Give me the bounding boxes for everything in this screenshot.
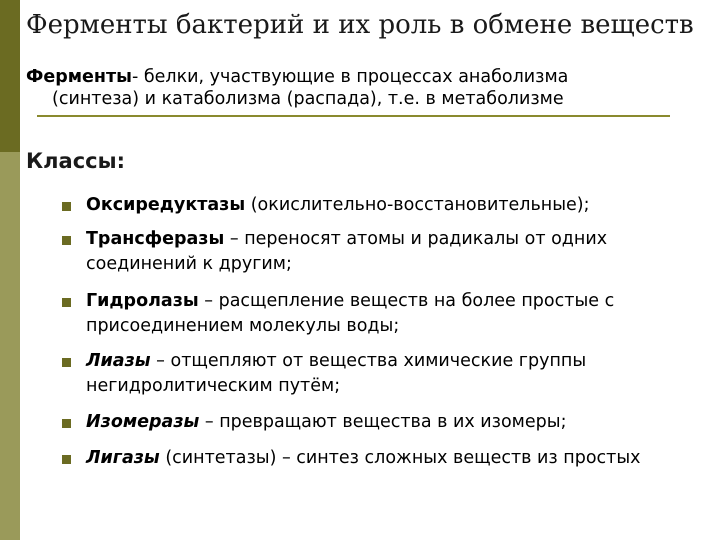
list-item-term: Оксиредуктазы	[86, 195, 246, 215]
square-bullet-icon	[62, 298, 71, 307]
list-item-term: Лигазы	[86, 448, 160, 468]
list-item-text: – расщепление веществ на более простые с	[198, 291, 615, 311]
list-item-line-1	[62, 446, 720, 471]
list-item-term: Гидролазы	[86, 291, 199, 311]
list-item-oxidoreductases	[62, 193, 720, 218]
classes-heading: Классы:	[26, 149, 126, 173]
list-item-text: (окислительно-восстановительные);	[245, 195, 590, 215]
list-item-text: – превращают вещества в их изомеры;	[199, 412, 567, 432]
list-item-line-1	[62, 289, 720, 314]
definition-paragraph	[26, 66, 716, 110]
list-item-isomerases	[62, 410, 720, 435]
square-bullet-icon	[62, 202, 71, 211]
list-item-line-2: присоединением молекулы воды;	[86, 316, 400, 336]
list-item-lyases	[62, 349, 720, 399]
list-item-text: – переносят атомы и радикалы от одних	[224, 229, 608, 249]
list-item-line-1	[62, 227, 720, 252]
list-item-text: (синтетазы) – синтез сложных веществ из простых	[159, 448, 641, 468]
divider-line	[37, 115, 670, 117]
list-item-text: – отщепляют от вещества химические группы	[150, 351, 587, 371]
list-item-line-1	[62, 410, 720, 435]
definition-term: Ферменты	[26, 67, 132, 87]
list-item-line-1	[62, 349, 720, 374]
definition-line-2: (синтеза) и катаболизма (распада), т.е. в метаболизме	[52, 89, 564, 109]
list-item-term: Лиазы	[86, 351, 151, 371]
list-item-hydrolases	[62, 289, 720, 339]
square-bullet-icon	[62, 419, 71, 428]
list-item-term: Изомеразы	[86, 412, 200, 432]
list-item-transferases	[62, 227, 720, 277]
side-accent-bar-dark	[0, 0, 20, 152]
list-item-ligases	[62, 446, 720, 471]
definition-line-1: - белки, участвующие в процессах анаболизма	[131, 67, 569, 87]
list-item-term: Трансферазы	[86, 229, 225, 249]
square-bullet-icon	[62, 236, 71, 245]
slide-title: Ферменты бактерий и их роль в обмене веществ	[26, 10, 694, 40]
list-item-line-2: соединений к другим;	[86, 254, 292, 274]
list-item-line-1	[62, 193, 720, 218]
list-item-line-2: негидролитическим путём;	[86, 376, 341, 396]
square-bullet-icon	[62, 358, 71, 367]
square-bullet-icon	[62, 455, 71, 464]
